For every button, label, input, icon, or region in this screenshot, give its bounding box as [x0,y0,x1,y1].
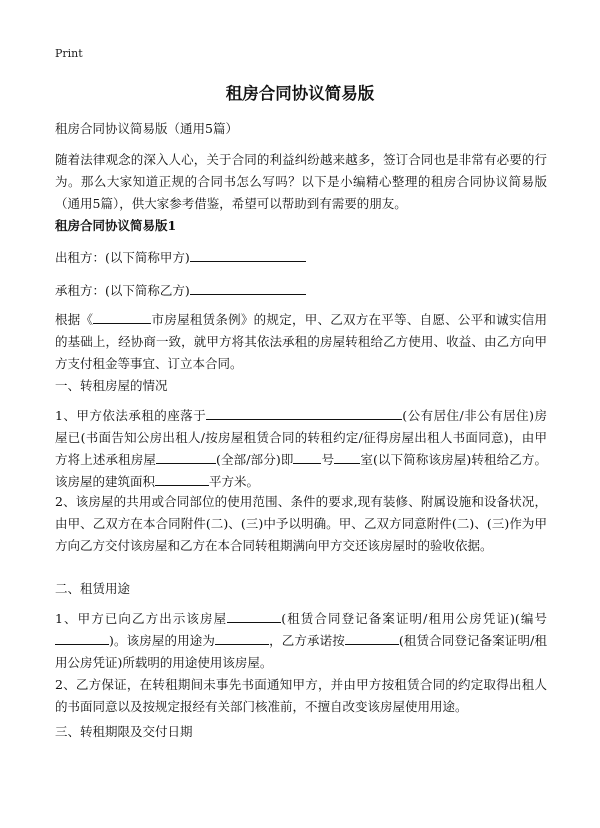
clause-1-1 [55,405,547,493]
heading-3: 三、转租期限及交付日期 [55,724,193,739]
location-blank [206,406,402,420]
clause-1-1-part-d: 号 [321,452,335,467]
clause-2-1-part-d: ，乙方承诺按 [269,633,345,648]
section1-heading: 租房合同协议简易版1 [55,218,177,233]
clause-1-1-part-b: (公有居住/非公有居住)房屋已(书面告知公房出租人/按房屋租赁合同的转租约定/征得房屋出租人书面同意)，由甲方将上述承租房屋 [55,408,547,467]
area-blank [155,472,209,486]
lessee-blank [190,281,306,295]
clause-1-1-part-f: 平方米。 [209,474,260,489]
agreement-blank [345,631,399,645]
clause-1-2: 2、该房屋的共用或合同部位的使用范围、条件的要求,现有装修、附属设施和设备状况，由甲、乙双方在本合同附件(二)、(三)中予以明确。甲、乙双方同意附件(二)、(三)作为甲方向乙方交付该房屋和乙方在本合同转租期满向甲方交还该房屋时的验收依据。 [55,494,547,553]
intro-paragraph: 随着法律观念的深入人心，关于合同的利益纠纷越来越多，签订合同也是非常有必要的行为。那么大家知道正规的合同书怎么写吗？以下是小编精心整理的租房合同协议简易版（通用5篇），供大家参考借鉴，希望可以帮助到有需要的朋友。 [55,152,547,211]
clause-1-1-part-a: 1、甲方依法承租的座落于 [55,408,207,423]
portion-blank [156,450,216,464]
usage-blank [215,631,269,645]
basis-text: 市房屋租赁条例》的规定，甲、乙双方在平等、自愿、公平和诚实信用的基础上，经协商一致，就甲方将其依法承租的房屋转租给乙方使用、收益、由乙方向甲方支付租金等事宜、订立本合同。 [55,312,547,371]
print-link[interactable]: Print [55,47,83,60]
basis-prefix: 根据《 [55,312,94,327]
clause-1-1-part-c: (全部/部分)即 [216,452,294,467]
document-title: 租房合同协议简易版 [225,84,375,103]
lessee-label: 承租方：(以下简称乙方) [55,283,190,298]
basis-paragraph [55,309,547,375]
lessor-line [55,247,547,269]
document-subtitle: 租房合同协议简易版（通用5篇） [55,121,238,136]
certificate-blank [227,609,281,623]
clause-2-1-part-b: (租赁合同登记备案证明/租用公房凭证)(编号 [281,611,547,626]
clause-2-1-part-e: (租赁合同登记备案证明/租用公房凭证)所载明的用途使用该房屋。 [55,633,547,670]
city-blank [93,310,151,324]
clause-1-1-part-e: 室(以下简称该房屋)转租给乙方。该房屋的建筑面积 [55,452,547,489]
heading-1: 一、转租房屋的情况 [55,378,168,393]
serial-number-blank [55,631,109,645]
lessor-blank [190,248,306,262]
clause-2-1 [55,608,547,674]
clause-2-2: 2、乙方保证，在转租期间未事先书面通知甲方，并由甲方按租赁合同的约定取得出租人的书面同意以及按规定报经有关部门核准前，不擅自改变该房屋使用用途。 [55,677,547,714]
heading-2: 二、租赁用途 [55,581,131,596]
building-number-blank [293,450,321,464]
lessee-line [55,280,547,302]
clause-2-1-part-a: 1、甲方已向乙方出示该房屋 [55,611,228,626]
lessor-label: 出租方：(以下简称甲方) [55,250,190,265]
clause-2-1-part-c: )。该房屋的用途为 [109,633,216,648]
room-number-blank [334,450,360,464]
